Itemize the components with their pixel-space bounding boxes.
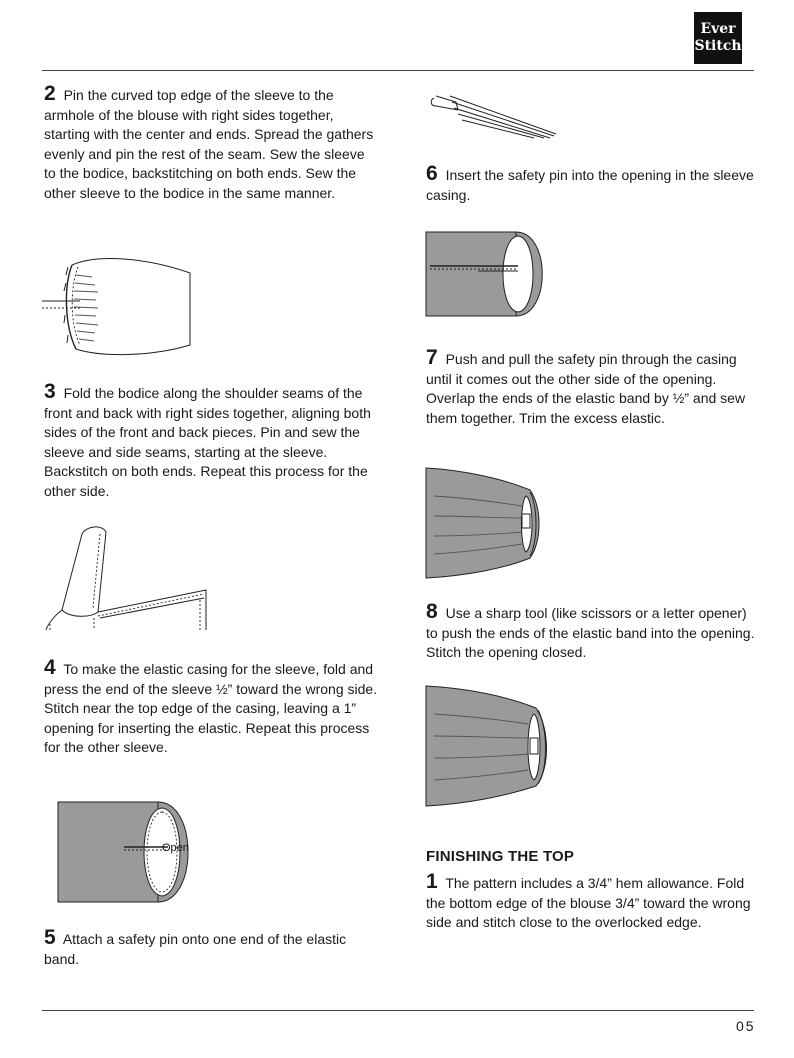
casing-closed-illustration bbox=[426, 684, 556, 809]
step-5-number: 5 bbox=[44, 926, 56, 949]
step-2-text: Pin the curved top edge of the sleeve to the armhole of the blouse with right sides together, starting with the center and ends. Spread the gathers evenly and pin the rest of the seam. Sew the sleeve to the bodice, backstitching on both ends. Sew the other sleeve to the bodice in the same manner. bbox=[44, 87, 374, 201]
side-seam-illustration bbox=[44, 520, 214, 635]
step-5 bbox=[44, 926, 379, 969]
pin-insert-illustration bbox=[426, 230, 556, 320]
sleeve-pinned-illustration bbox=[40, 245, 200, 360]
finishing-heading: FINISHING THE TOP bbox=[426, 848, 575, 865]
step-2-number: 2 bbox=[44, 82, 56, 105]
safety-pin-elastic-illustration bbox=[428, 92, 563, 142]
step-7 bbox=[426, 346, 761, 428]
step-8-number: 8 bbox=[426, 600, 438, 623]
brand-logo bbox=[694, 12, 742, 64]
step-2 bbox=[44, 82, 379, 204]
step-5-text: Attach a safety pin onto one end of the elastic band. bbox=[44, 931, 347, 967]
step-4-number: 4 bbox=[44, 656, 56, 679]
step-3 bbox=[44, 380, 379, 502]
casing-open-label: Open bbox=[162, 842, 189, 854]
finishing-step-1 bbox=[426, 870, 761, 933]
step-3-text: Fold the bodice along the shoulder seams of the front and back with right sides together, aligning both sides of the front and back pieces. Pin and sew the sleeve and side seams, starting at the sleeve. Backstitch on both ends. Repeat this process for the other side. bbox=[44, 385, 371, 499]
step-6-number: 6 bbox=[426, 162, 438, 185]
step-8-text: Use a sharp tool (like scissors or a letter opener) to push the ends of the elastic band into the opening. Stitch the opening closed. bbox=[426, 605, 755, 661]
footer-divider bbox=[42, 1010, 754, 1011]
step-6 bbox=[426, 162, 761, 205]
casing-open-illustration bbox=[58, 800, 198, 905]
brand-logo-line1: Ever bbox=[700, 21, 736, 37]
finishing-step-1-number: 1 bbox=[426, 870, 438, 893]
step-4-text: To make the elastic casing for the sleeve, fold and press the end of the sleeve ½” toward the wrong side. Stitch near the top edge of the casing, leaving a 1” opening for inserting the elastic. Repeat this process for the other sleeve. bbox=[44, 661, 378, 756]
elastic-gathered-illustration bbox=[426, 466, 546, 581]
step-6-text: Insert the safety pin into the opening in the sleeve casing. bbox=[426, 167, 754, 203]
step-7-text: Push and pull the safety pin through the casing until it comes out the other side of the opening. Overlap the ends of the elastic band by ½” and sew them together. Trim the excess elastic. bbox=[426, 351, 746, 426]
step-4 bbox=[44, 656, 379, 758]
step-3-number: 3 bbox=[44, 380, 56, 403]
page-number: 05 bbox=[736, 1018, 756, 1034]
brand-logo-line2: Stitch bbox=[694, 38, 742, 54]
step-7-number: 7 bbox=[426, 346, 438, 369]
header-divider bbox=[42, 70, 754, 71]
finishing-step-1-text: The pattern includes a 3/4” hem allowance. Fold the bottom edge of the blouse 3/4” toward the wrong side and stitch close to the overlocked edge. bbox=[426, 875, 751, 931]
step-8 bbox=[426, 600, 761, 663]
